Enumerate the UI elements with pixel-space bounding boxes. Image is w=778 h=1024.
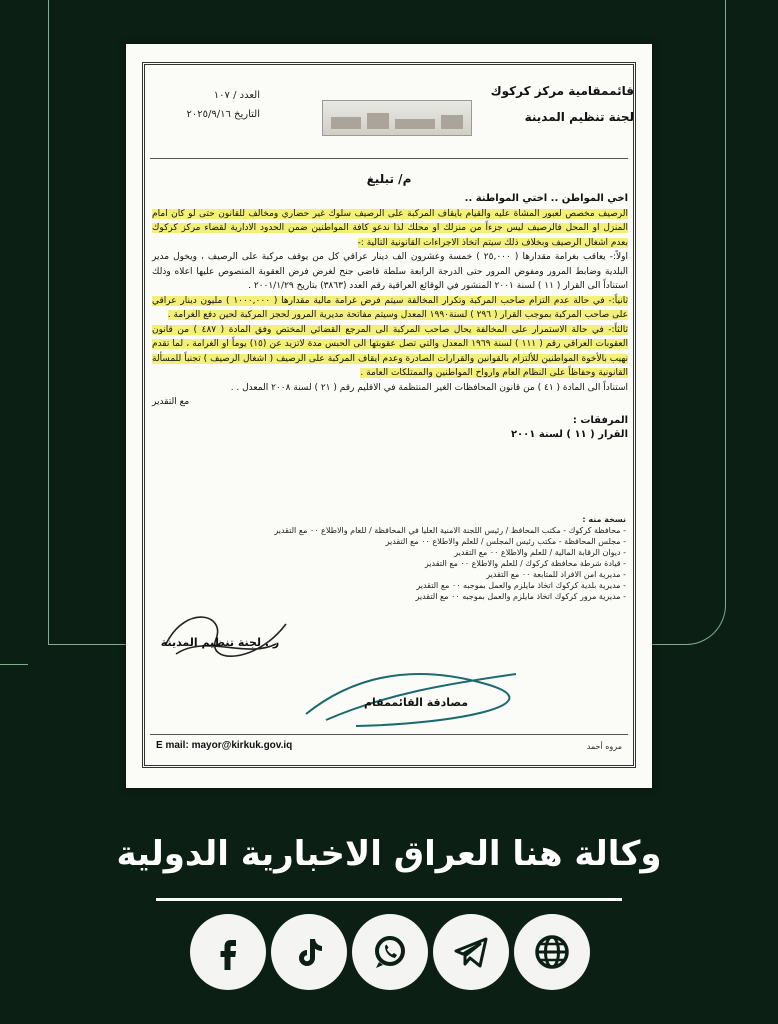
agency-name: وكالة هنا العراق الاخبارية الدولية [116,834,662,874]
intro-text: الرصيف مخصص لعبور المشاة عليه والقيام بايقاف المركبة على الرصيف سلوك غير حضاري ومخالف للقانون حتى لو كان امام المنزل او المحل فالرصيف ليس جزءاً من منزلك او محلك لذا ندعو كافة المواطنين ضمن الحدود الادارية لقضاء مركز كركوك بعدم اشغال الرصيف وبخلاف ذلك سيتم اتخاذ الاجراءات القانونية التالية :- [152,208,628,248]
clause-1: اولاً:- يعاقب بغرامة مقدارها ( ٢٥,٠٠٠ ) خمسة وعشرون الف دينار عراقي كل من يوقف مركبة على الرصيف ، ويخول مدير البلدية وضابط المرور ومفوض المرور حتى الدرجة الرابعة سلطة قاضي جنح لغرض فرض العقوبة المنصوص عليها اعلاه وذلك استناداً الى القرار ( ١١ ) لسنة ٢٠٠١ المنشور في الوقائع العراقية رقم العدد (٣٨٦٣) بتاريخ ٢٠٠١/١/٢٩ . [152,252,628,291]
org-name: قائممقامية مركز كركوك [490,84,634,98]
typist-name: مروه أحمد [586,742,622,751]
mayor-approval-label: مصادقة القائممقام [363,696,469,709]
attachment-item: القرار ( ١١ ) لسنة ٢٠٠١ [510,429,628,440]
cc-item: - مديرية مرور كركوك اتخاذ مايلزم والعمل بموجبه ٠٠ مع التقدير [415,592,626,601]
committee-signature: ر . لجنة تنظيم المدينة [160,636,280,649]
cc-title: نسخة منه : [582,515,626,524]
cc-item: - محافظة كركوك - مكتب المحافظ / رئيس اللجنة الامنية العليا في المحافظة / للعام والاطلاع ٠٠ مع التقدير [274,526,626,535]
clause-3-text: ثالثاً:- في حالة الاستمرار على المخالفة يحال صاحب المركبة الى المرجع القضائي المختص وفق المادة ( ٤٨٧ ) من قانون العقوبات العراقي رقم ( ١١١ ) لسنة ١٩٦٩ المعدل والتي تصل عقوبتها الى الحبس مدة لاتزيد عن (١٥) يوماً او الغرامة ، لما تقدم نهيب بالأخوة المواطنين للألتزام بالقوانين والقرارات الصادرة وعدم ايقاف المركبة على الرصيف ( اشغال الرصيف ) تجنباً للمسألة القانونية وحفاظاً على النظام العام وارواح المواطنين والممتلكات العامة . [152,324,629,378]
document-image [126,44,652,788]
contact-email: E mail: mayor@kirkuk.gov.iq [156,740,293,751]
legal-basis: استناداً الى المادة ( ٤١ ) من قانون المحافظات الغير المنتظمة في الاقليم رقم ( ٢١ ) لسنة ٢٠٠٨ المعدل . . [230,382,628,393]
cc-item: - مديرية بلدية كركوك اتخاذ مايلزم والعمل بموجبه ٠٠ مع التقدير [416,581,626,590]
carbon-copy-list [206,514,626,602]
document-number: العدد / ١٠٧ [213,90,260,101]
tiktok-icon [289,932,329,972]
document-header-org [484,84,634,136]
header-divider [150,158,628,159]
closing-regards: مع التقدير [152,397,190,407]
social-links [190,914,590,994]
agency-underline [156,898,622,901]
facebook-icon [208,932,248,972]
cc-item: - مجلس المحافظة - مكتب رئيس المجلس / للعلم والاطلاع ٠٠ مع التقدير [385,537,626,546]
attachments-title: المرفقات : [572,414,628,426]
decorative-frame-line [0,664,28,665]
intro-paragraph [152,207,628,251]
telegram-icon [450,931,492,973]
clause-2 [152,294,628,323]
header-city-photo [322,100,472,136]
document-title: م/ تبليغ [366,172,412,186]
cc-item: - قيادة شرطة محافظة كركوك / للعلم والاطلاع ٠٠ مع التقدير [424,559,626,568]
whatsapp-link[interactable] [352,914,428,990]
cc-item: - مديرية امن الافراد للمتابعة ٠٠ مع التقدير [486,570,626,579]
website-link[interactable] [514,914,590,990]
website-globe-icon [530,930,574,974]
document-date: التاريخ ٢٠٢٥/٩/١٦ [186,109,260,120]
clause-2-text: ثانياً:- في حالة عدم التزام صاحب المركبة وتكرار المخالفة سيتم فرض غرامة مالية مقدارها ( ١٠٠٠,٠٠٠ ) مليون دينار عراقي على صاحب المركبة بموجب القرار ( ٢٩٦ ) لسنة١٩٩٠ المعدل وسيتم مفاتحة مديرية المرور لحجز المركبة لحين دفع الغرامة . [152,295,628,320]
tiktok-link[interactable] [271,914,347,990]
document-body [152,192,628,443]
greeting: اخي المواطن .. اختي المواطنة .. [464,193,628,204]
clause-3 [152,323,628,381]
cc-item: - ديوان الرقابة المالية / للعلم والاطلاع ٠٠ مع التقدير [454,548,626,557]
org-department: لجنة تنظيم المدينة [524,110,634,124]
footer-divider [150,734,628,735]
whatsapp-icon [369,931,411,973]
telegram-link[interactable] [433,914,509,990]
document-header-ref [150,90,260,128]
facebook-link[interactable] [190,914,266,990]
mayor-signature-scribble [296,654,526,734]
